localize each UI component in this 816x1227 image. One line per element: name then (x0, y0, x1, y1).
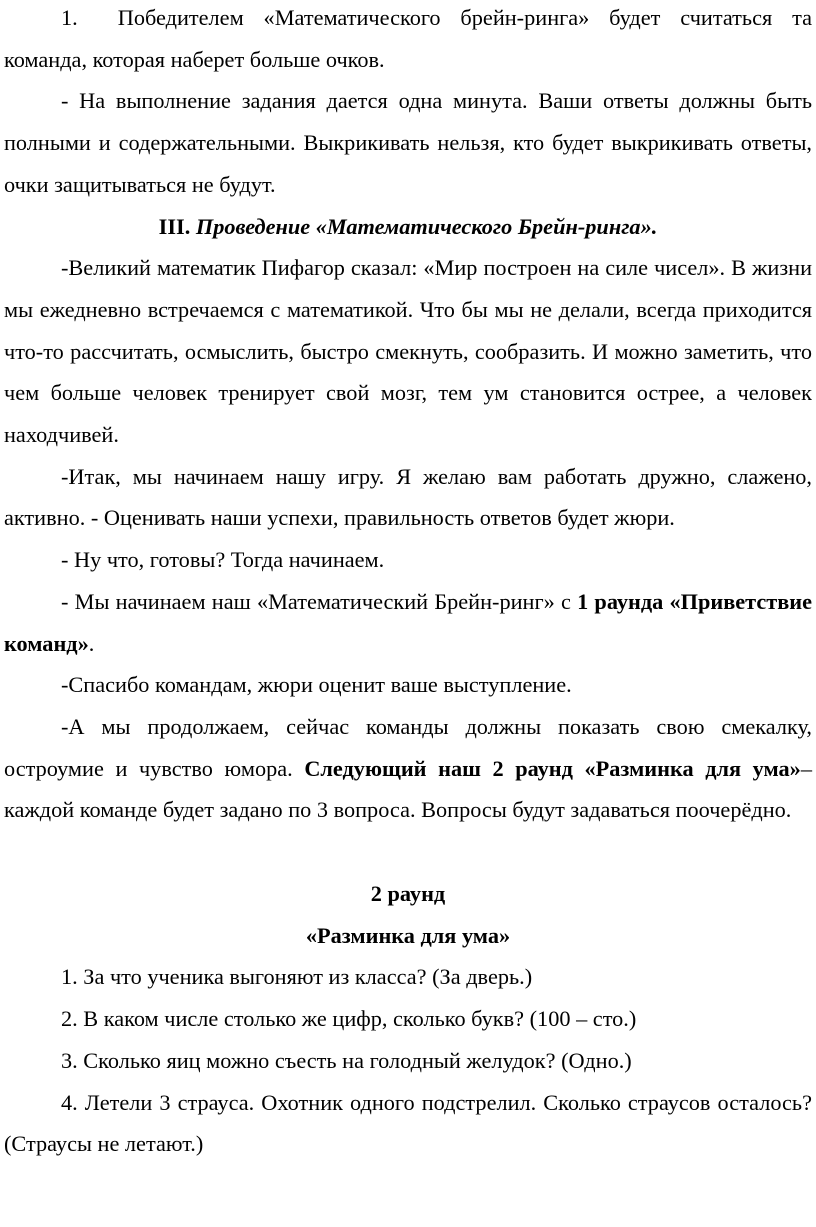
paragraph-thanks: -Спасибо командам, жюри оценит ваше выступление. (61, 672, 572, 698)
section-title: Проведение «Математического Брейн-ринга». (195, 213, 658, 239)
round-2-heading: 2 раунд (370, 881, 446, 907)
rule-1-number: 1. (61, 5, 78, 30)
round-1-name: 1 раунда «Приветствие команд» (4, 588, 813, 656)
paragraph-round-1 (4, 581, 812, 664)
spacer (4, 831, 812, 873)
question-3: 3. Сколько яиц можно съесть на голодный желудок? (Одно.) (61, 1047, 632, 1073)
section-number: III. (158, 213, 191, 239)
question-4: 4. Летели 3 страуса. Охотник одного подстрелил. Сколько страусов осталось? (Страусы не летают.) (4, 1089, 812, 1157)
question-2: 2. В каком числе столько же цифр, сколько букв? (100 – сто.) (61, 1006, 637, 1032)
continue-rest: – каждой команде будет задано по 3 вопроса. Вопросы будут задаваться поочерёдно. (4, 755, 812, 823)
paragraph-pythagoras: -Великий математик Пифагор сказал: «Мир построен на силе чисел». В жизни мы ежедневно встречаемся с математикой. Что бы мы не делали, всегда приходится что-то рассчитать, осмыслить, быстро смекнуть, сообразить. И можно заметить, что чем больше человек тренирует свой мозг, тем ум становится острее, а человек находчивей. (4, 255, 812, 448)
round-2-name: Следующий наш 2 раунд «Разминка для ума» (304, 755, 801, 781)
round-1-intro: - Мы начинаем наш «Математический Брейн-ринг» с (61, 588, 578, 614)
round-2-title: «Разминка для ума» (305, 922, 511, 948)
rule-1-text: Победителем «Математического брейн-ринга» будет считаться та команда, которая наберет больше очков. (4, 5, 812, 72)
question-1: 1. За что ученика выгоняют из класса? (За дверь.) (61, 964, 533, 990)
paragraph-continue (4, 706, 812, 831)
paragraph-ready: - Ну что, готовы? Тогда начинаем. (61, 547, 385, 573)
continue-intro: -А мы продолжаем, сейчас команды должны показать свою смекалку, остроумие и чувство юмора. (4, 713, 812, 781)
round-1-end: . (88, 630, 95, 656)
section-heading (4, 206, 812, 248)
paragraph-start: -Итак, мы начинаем нашу игру. Я желаю вам работать дружно, слажено, активно. - Оценивать наши успехи, правильность ответов будет жюри. (4, 463, 812, 531)
rule-1 (4, 0, 812, 80)
rule-2: - На выполнение задания дается одна минута. Ваши ответы должны быть полными и содержательными. Выкрикивать нельзя, кто будет выкрикивать ответы, очки защитываться не будут. (4, 88, 812, 197)
